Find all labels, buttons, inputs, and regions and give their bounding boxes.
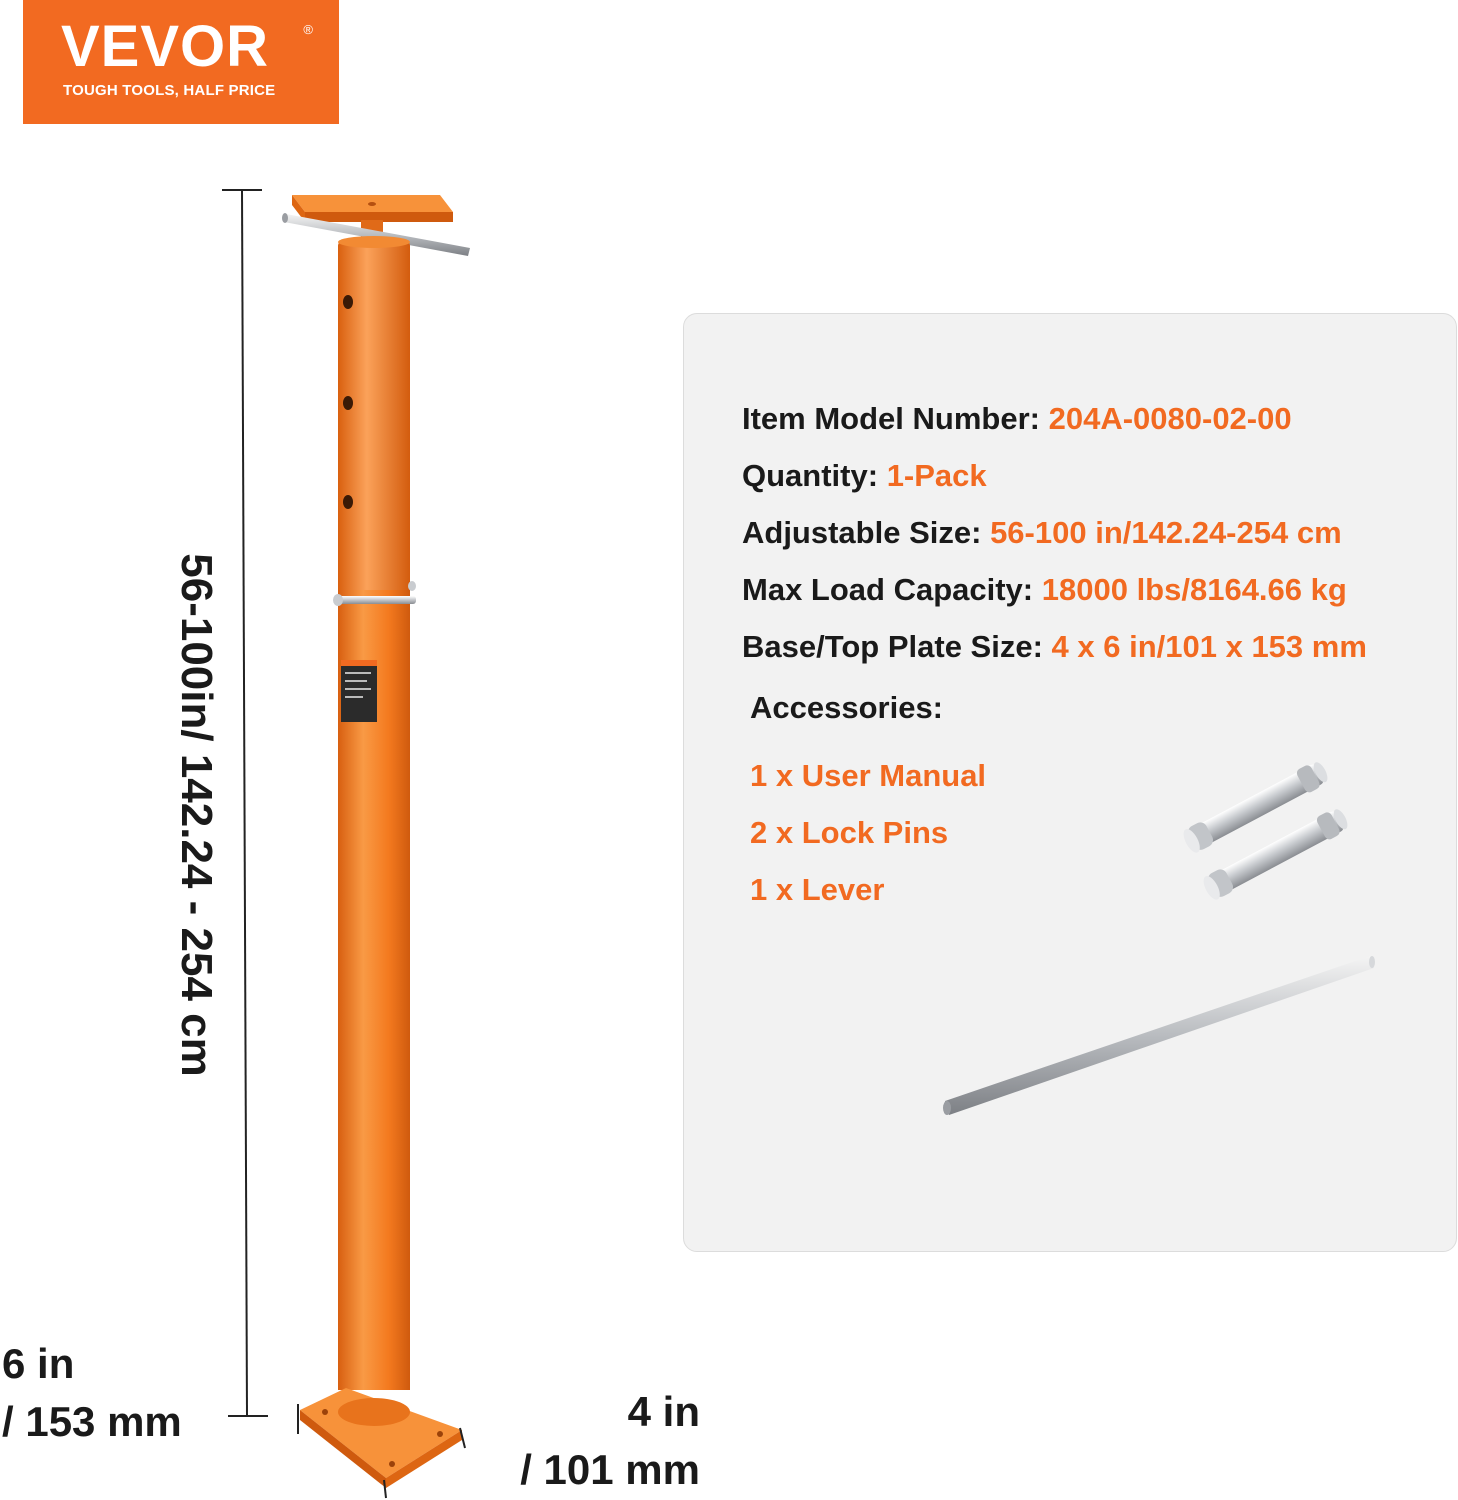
plate-width-imperial: 6 in xyxy=(2,1340,75,1387)
spec-value: 4 x 6 in/101 x 153 mm xyxy=(1051,629,1367,664)
plate-depth-imperial: 4 in xyxy=(627,1388,700,1435)
brand-name: VEVOR xyxy=(61,14,270,79)
spec-value: 56-100 in/142.24-254 cm xyxy=(990,515,1342,550)
registered-mark: ® xyxy=(303,22,313,37)
spec-label: Max Load Capacity: xyxy=(742,572,1034,607)
spec-label: Base/Top Plate Size: xyxy=(742,629,1043,664)
brand-tagline: TOUGH TOOLS, HALF PRICE xyxy=(63,82,276,99)
spec-value: 204A-0080-02-00 xyxy=(1048,401,1292,436)
spec-value: 1-Pack xyxy=(886,458,987,493)
spec-value: 18000 lbs/8164.66 kg xyxy=(1041,572,1347,607)
spec-label: Item Model Number: xyxy=(742,401,1040,436)
accessory-item: 2 x Lock Pins xyxy=(750,815,949,850)
accessories-title: Accessories: xyxy=(750,690,944,725)
lever-image xyxy=(943,956,1375,1115)
plate-depth-metric: / 101 mm xyxy=(520,1446,700,1493)
plate-width-metric: / 153 mm xyxy=(2,1398,182,1445)
spec-label: Quantity: xyxy=(742,458,879,493)
accessory-item: 1 x User Manual xyxy=(750,758,987,793)
height-dimension-label: 56-100in/ 142.24 - 254 cm xyxy=(172,553,221,1077)
spec-label: Adjustable Size: xyxy=(742,515,982,550)
accessory-item: 1 x Lever xyxy=(750,872,885,907)
